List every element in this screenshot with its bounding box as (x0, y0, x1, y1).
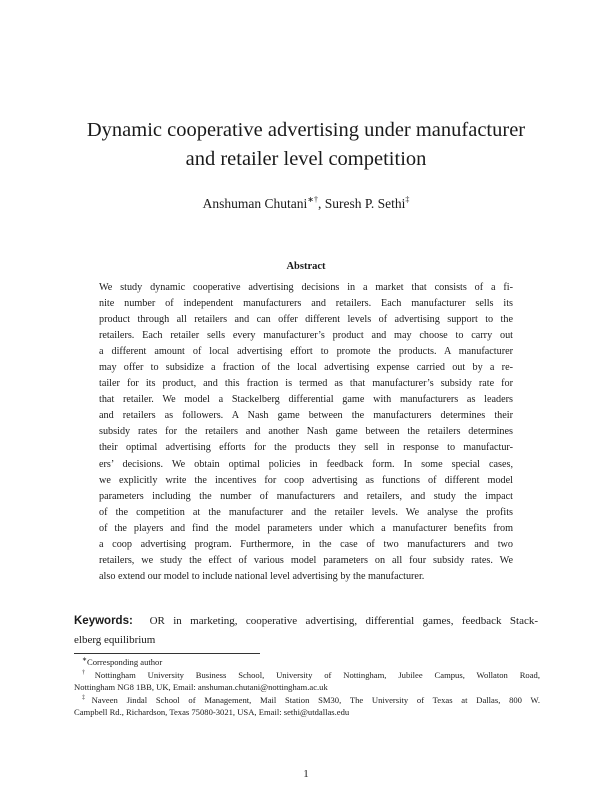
keywords-line-1 (74, 612, 538, 631)
footnote-line: Campbell Rd., Richardson, Texas 75080-3021, USA, Email: sethi@utdallas.edu (74, 707, 350, 718)
abstract-heading: Abstract (286, 261, 326, 272)
abstract-line: and retailers as followers. A Nash game between the manufacturers determines their (99, 410, 513, 422)
footnote-line (74, 694, 540, 707)
author-list (40, 195, 572, 213)
title-line-2: and retailer level competition (185, 148, 427, 170)
footnote-text: Nottingham University Business School, University of Nottingham, Jubilee Campus, Wollaton Road, (94, 669, 540, 680)
footnote-text: Naveen Jindal School of Management, Mail Station SM30, The University of Texas at Dallas, 800 W. (91, 694, 541, 705)
footnote-divider (74, 653, 260, 654)
abstract-line: we explicitly write the incentives for coop advertising as functions of different model (99, 474, 513, 486)
abstract-line: of the competition at the manufacturer and the retailer levels. We analyse the profits (99, 506, 513, 518)
abstract-body (99, 280, 513, 585)
abstract-line: that retailer. We model a Stackelberg differential game with manufacturers as leaders (99, 394, 513, 406)
author-2-footnote-mark: ‡ (405, 195, 410, 204)
abstract-line: may offer to subsidize a fraction of the local advertising expense carried out by a re- (99, 362, 513, 374)
keywords-line-2: elberg equilibrium (74, 633, 156, 646)
footnote-mark: † (82, 669, 95, 676)
abstract-line: subsidy rates for the retailers and another Nash game between the retailers determines (99, 426, 513, 438)
page-number: 1 (303, 768, 309, 780)
footnote-corresponding-author (74, 656, 540, 669)
abstract-line: also extend our model to include national level advertising by the manufacturer. (99, 570, 425, 582)
footnotes (74, 656, 540, 719)
keywords-text-1: OR in marketing, cooperative advertising, differential games, feedback Stack- (149, 615, 538, 627)
author-name-2: Suresh P. Sethi (324, 196, 406, 211)
abstract-line: product through all retailers and can offer different levels of advertising support to the (99, 314, 513, 326)
footnote-affiliation-2 (74, 694, 540, 719)
footnote-line: Nottingham NG8 1BB, UK, Email: anshuman.chutani@nottingham.ac.uk (74, 682, 328, 693)
keywords-label: Keywords: (74, 615, 133, 627)
footnote-affiliation-1 (74, 669, 540, 694)
title-line-1: Dynamic cooperative advertising under manufacturer (86, 119, 526, 141)
footnote-text: Corresponding author (87, 657, 163, 667)
author-1-footnote-marks: ∗† (307, 195, 318, 204)
abstract-line: of the players and find the model parameters under which a manufacturer benefits from (99, 522, 513, 534)
paper-title (40, 116, 572, 174)
footnote-mark: ∗ (82, 657, 88, 663)
abstract-line: a coop advertising program. Furthermore, in the case of two manufacturers and two (99, 538, 513, 550)
abstract-line: retailers. Each retailer sells every manufacturer’s product and may choose to carry out (99, 330, 513, 342)
author-name-1: Anshuman Chutani (202, 196, 308, 211)
keywords-block (74, 612, 538, 649)
abstract-line: tailer for its product, and this fraction is termed as that manufacturer’s subsidy rate for (99, 378, 513, 390)
author-separator: , (317, 196, 325, 211)
footnote-mark: ‡ (82, 694, 92, 701)
abstract-line: their optimal advertising efforts for the products they sell in response to manufactur- (99, 442, 513, 454)
abstract-line: retailers, we study the effect of various model parameters on all four subsidy rates. We (99, 554, 513, 566)
abstract-line: nite number of independent manufacturers and retailers. Each manufacturer sells its (99, 298, 513, 310)
abstract-line: We study dynamic cooperative advertising decisions in a market that consists of a fi- (99, 282, 513, 293)
abstract-line: parameters including the number of manufacturers and retailers, and study the impact (99, 490, 513, 502)
footnote-line (74, 656, 540, 669)
abstract-line: a different amount of local advertising effort to promote the products. A manufacturer (99, 346, 513, 358)
abstract-line: ers’ decisions. We obtain optimal policies in feedback form. In some special cases, (99, 458, 513, 470)
footnote-line (74, 669, 540, 682)
